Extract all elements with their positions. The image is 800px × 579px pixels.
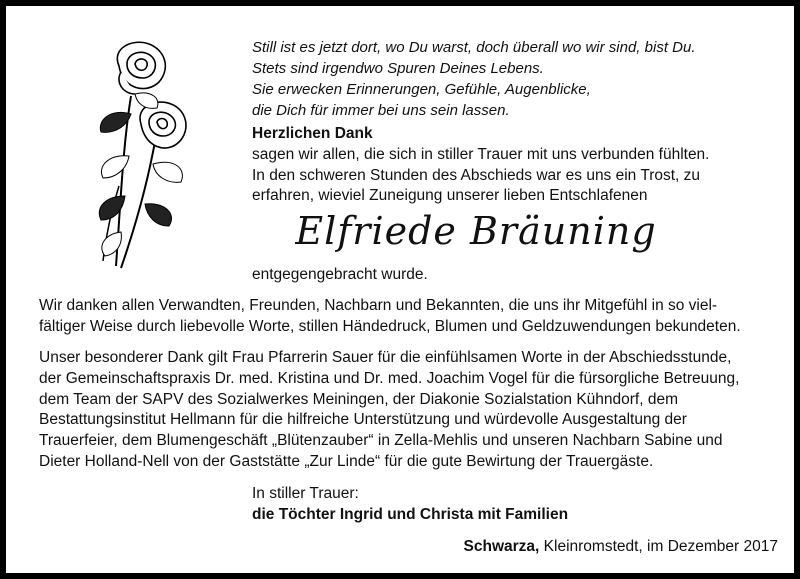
paragraph-line: der Gemeinschaftspraxis Dr. med. Kristina und Dr. med. Joachim Vogel für die fürsorgliche Betreuung, <box>39 369 740 387</box>
poem-line: Stets sind irgendwo Spuren Deines Lebens. <box>252 60 544 77</box>
paragraph-special-thanks <box>39 348 739 473</box>
paragraph-line: Trauerfeier, dem Blumengeschäft „Blütenzauber“ in Zella-Mehlis und unseren Nachbarn Sabine und <box>39 432 723 450</box>
paragraph-line: Wir danken allen Verwandten, Freunden, Nachbarn und Bekannten, die uns ihr Mitgefühl in so viel- <box>39 297 718 314</box>
poem-line: die Dich für immer bei uns sein lassen. <box>252 102 510 119</box>
signature-block <box>252 484 568 526</box>
poem-line: Sie erwecken Erinnerungen, Gefühle, Augenblicke, <box>252 81 591 98</box>
paragraph-relatives <box>39 296 741 338</box>
place-town: Schwarza, <box>463 538 540 555</box>
signature-intro: In stiller Trauer: <box>252 485 359 502</box>
thanks-line: sagen wir allen, die sich in stiller Trauer mit uns verbunden fühlten. <box>252 145 710 163</box>
thanks-block <box>252 124 710 207</box>
thanks-line: erfahren, wieviel Zuneigung unserer lieben Entschlafenen <box>252 187 648 205</box>
thanks-line: In den schweren Stunden des Abschieds war es uns ein Trost, zu <box>252 166 701 184</box>
paragraph-line: dem Team der SAPV des Sozialwerkes Meiningen, der Diakonie Sozialstation Kühndorf, dem <box>39 390 678 408</box>
after-name-text: entgegengebracht wurde. <box>252 266 428 283</box>
place-date-rest: Kleinromstedt, im Dezember 2017 <box>543 538 778 555</box>
paragraph-line: fältiger Weise durch liebevolle Worte, stillen Händedruck, Blumen und Geldzuwendungen bekundeten. <box>39 317 741 335</box>
poem-line: Still ist es jetzt dort, wo Du warst, doch überall wo wir sind, bist Du. <box>252 39 696 56</box>
paragraph-line: Unser besonderer Dank gilt Frau Pfarrerin Sauer für die einfühlsamen Worte in der Abschiedsstunde, <box>39 349 732 366</box>
paragraph-line: Bestattungsinstitut Hellmann für die hilfreiche Unterstützung und würdevolle Ausgestaltung der <box>39 411 687 429</box>
thanks-heading: Herzlichen Dank <box>252 125 373 142</box>
poem <box>252 37 696 121</box>
paragraph-line: Dieter Holland-Nell von der Gaststätte „Zur Linde“ für die gute Bewirtung der Trauergäste. <box>39 452 654 470</box>
deceased-name: Elfriede Bräuning <box>295 209 657 253</box>
signature-names: die Töchter Ingrid und Christa mit Familien <box>252 505 569 523</box>
place-date <box>6 537 778 558</box>
